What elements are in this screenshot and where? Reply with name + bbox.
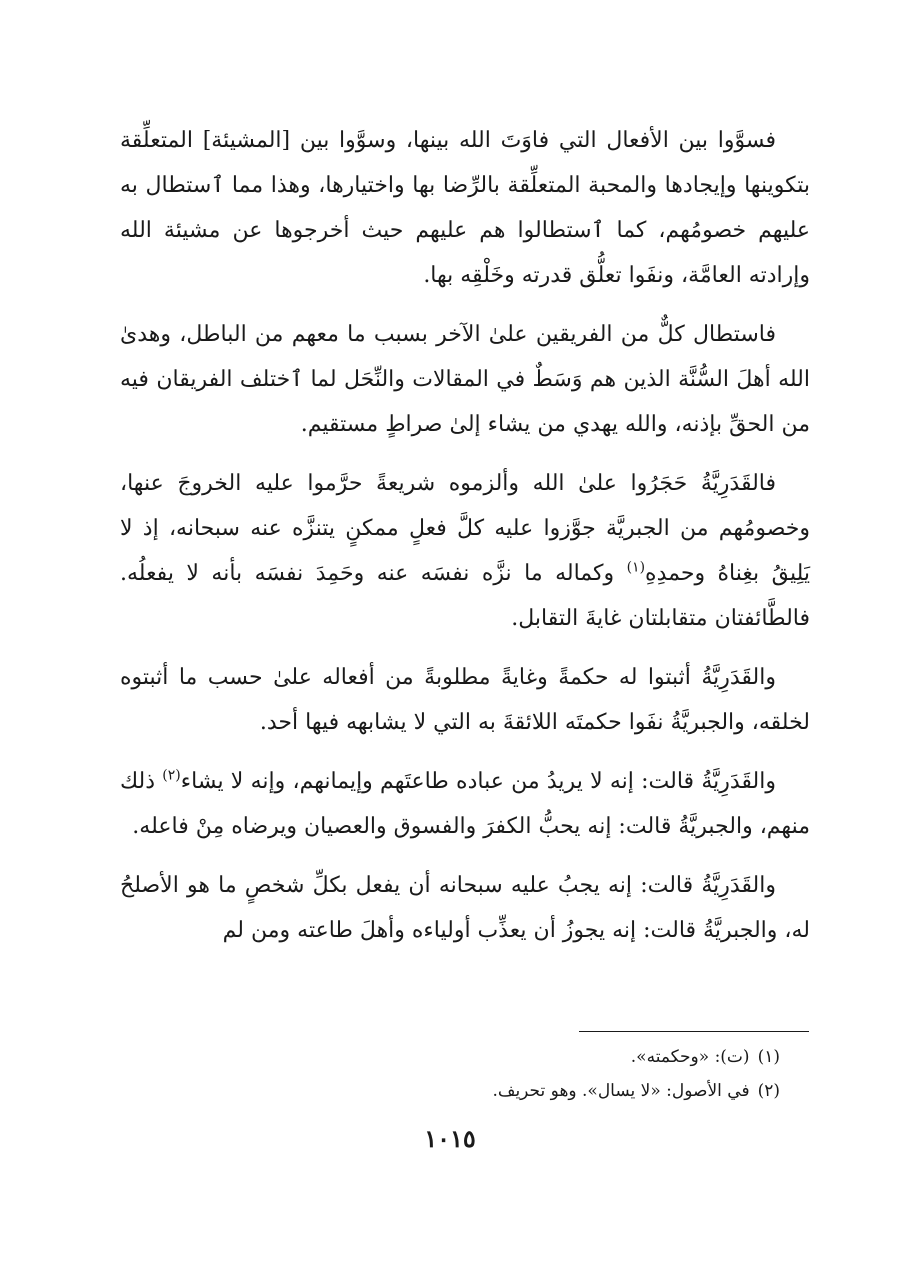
paragraph-5-text-a: والقَدَرِيَّةُ قالت: إنه لا يريدُ من عباده طاعتَهم وإيمانهم، وإنه لا يشاء xyxy=(180,769,776,794)
paragraph-3-text-a: فالقَدَرِيَّةُ حَجَرُوا علىٰ الله وألزموه شريعةً حرَّموا عليه الخروجَ عنها، وخصومُهم من الجبريَّة جوَّزوا عليه كلَّ فعلٍ ممكنٍ يتنزَّه عنه سبحانه، إذ لا يَلِيقُ بغِناهُ وحمدِهِ xyxy=(120,471,810,586)
paragraph-3 xyxy=(120,461,810,641)
footnote-2-number: (٢) xyxy=(757,1081,780,1101)
paragraph-2: فاستطال كلٌّ من الفريقين علىٰ الآخر بسبب ما معهم من الباطل، وهدىٰ الله أهلَ السُّنَّة الذين هم وَسَطٌ في المقالات والنِّحَل لما ٱختلف الفريقان فيه من الحقِّ بإذنه، والله يهدي من يشاء إلىٰ صراطٍ مستقيم. xyxy=(120,322,810,437)
footnote-2-text: في الأصول: «لا يسال». وهو تحريف. xyxy=(492,1081,750,1101)
footnotes xyxy=(120,1040,810,1108)
page-body xyxy=(120,118,810,967)
footnote-1-number: (١) xyxy=(757,1047,780,1067)
paragraph-4: والقَدَرِيَّةُ أثبتوا له حكمةً وغايةً مطلوبةً من أفعاله علىٰ حسب ما أثبتوه لخلقه، والجبريَّةُ نفَوا حكمتَه اللائقةَ به التي لا يشابهه فيها أحد. xyxy=(120,665,810,735)
paragraph-5-text-b: ذلك منهم، والجبريَّةُ قالت: إنه يحبُّ الكفرَ والفسوق والعصيان ويرضاه مِنْ فاعله. xyxy=(120,769,810,839)
footnote-1-text: (ت): «وحكمته». xyxy=(630,1047,750,1067)
paragraph-3-text-b: وكماله ما نزَّه نفسَه عنه وحَمِدَ نفسَه بأنه لا يفعلُه. فالطَّائفتان متقابلتان غايةَ التقابل. xyxy=(120,561,810,631)
footnote-2 xyxy=(120,1074,810,1108)
paragraph-5 xyxy=(120,759,810,849)
footnote-separator xyxy=(579,1031,809,1032)
paragraph-1: فسوَّوا بين الأفعال التي فاوَتَ الله بينها، وسوَّوا بين [المشيئة] المتعلِّقة بتكوينها وإيجادها والمحبة المتعلِّقة بالرِّضا بها واختيارها، وهذا مما ٱستطال به عليهم خصومُهم، كما ٱستطالوا هم عليهم حيث أخرجوها عن مشيئة الله وإرادته العامَّة، ونفَوا تعلُّق قدرته وخَلْقِه بها. xyxy=(120,128,810,288)
footnote-ref-1: (١) xyxy=(626,559,646,576)
paragraph-6: والقَدَرِيَّةُ قالت: إنه يجبُ عليه سبحانه أن يفعل بكلِّ شخصٍ ما هو الأصلحُ له، والجبريَّةُ قالت: إنه يجوزُ أن يعذِّب أولياءه وأهلَ طاعته ومن لم xyxy=(120,873,810,943)
page-number: ١٠١٥ xyxy=(424,1124,476,1153)
footnote-ref-2: (٢) xyxy=(162,767,181,784)
footnote-1 xyxy=(120,1040,810,1074)
